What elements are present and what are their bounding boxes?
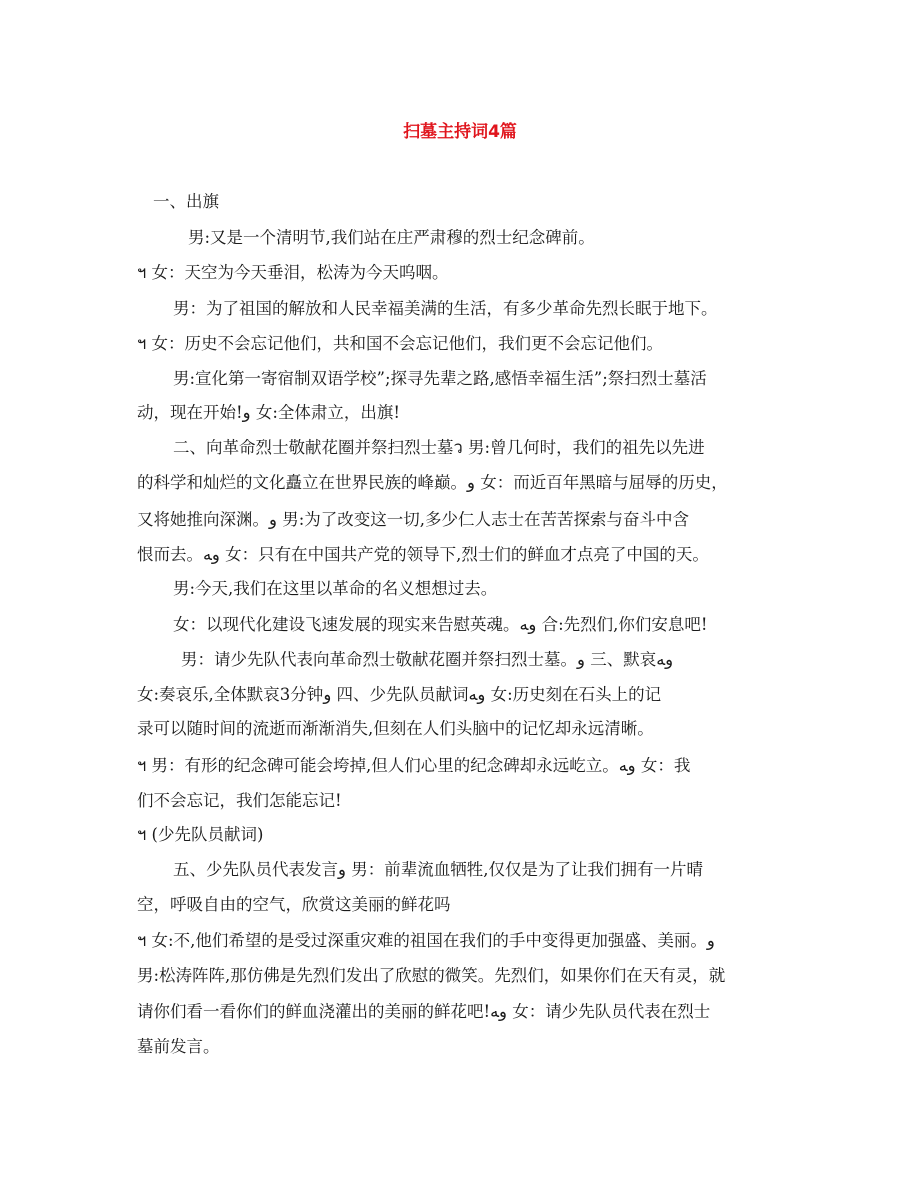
- paragraph-line: 又将她推向深渊。و 男:为了改变这一切,多少仁人志士在苦苦探索与奋斗中含: [137, 510, 690, 529]
- paragraph-line: 一、出旗: [153, 192, 219, 211]
- paragraph-line: ฯ 女：历史不会忘记他们，共和国不会忘记他们，我们更不会忘记他们。: [137, 334, 664, 353]
- paragraph-line: 女:奏哀乐,全体默哀3分钟و 四、少先队员献词وﻪ 女:历史刻在石头上的记: [137, 685, 662, 704]
- paragraph-line: 动，现在开始!و 女:全体肃立，出旗!: [137, 403, 401, 422]
- paragraph-line: 墓前发言。: [137, 1037, 220, 1056]
- paragraph-line: 录可以随时间的流逝而渐渐消失,但刻在人们头脑中的记忆却永远清晰。: [137, 719, 654, 738]
- paragraph-line: 男：为了祖国的解放和人民幸福美满的生活，有多少革命先烈长眠于地下。: [173, 299, 718, 318]
- paragraph-line: ฯ 男：有形的纪念碑可能会垮掉,但人们心里的纪念碑却永远屹立。وﻪ 女：我: [137, 756, 691, 775]
- paragraph-line: 恨而去。وﻪ 女：只有在中国共产党的领导下,烈士们的鲜血才点亮了中国的天。: [137, 545, 709, 564]
- paragraph-line: 们不会忘记，我们怎能忘记!: [137, 791, 342, 810]
- paragraph-line: 女：以现代化建设飞速发展的现实来告慰英魂。وﻪ 合:先烈们,你们安息吧!: [173, 615, 708, 634]
- paragraph-line: 的科学和灿烂的文化矗立在世界民族的峰巅。و 女：而近百年黑暗与屈辱的历史，: [137, 473, 728, 492]
- paragraph-line: 五、少先队员代表发言و 男：前辈流血牺牲,仅仅是为了让我们拥有一片晴: [173, 860, 703, 879]
- paragraph-line: ฯ 女：天空为今天垂泪，松涛为今天呜咽。: [137, 263, 449, 282]
- paragraph-line: 男：请少先队代表向革命烈士敬献花圈并祭扫烈士墓。و 三、默哀وﻪ: [181, 650, 674, 669]
- paragraph-line: 男:松涛阵阵,那仿佛是先烈们发出了欣慰的微笑。先烈们，如果你们在天有灵，就: [137, 966, 726, 985]
- paragraph-line: 请你们看一看你们的鲜血浇灌出的美丽的鲜花吧!وﻪ 女：请少先队员代表在烈士: [137, 1002, 711, 1021]
- paragraph-line: 二、向革命烈士敬献花圈并祭扫烈士墓ว 男:曾几何时，我们的祖先以先进: [173, 438, 705, 457]
- document-title: 扫墓主持词4篇: [403, 122, 517, 142]
- paragraph-line: 男:今天,我们在这里以革命的名义想想过去。: [173, 579, 498, 598]
- paragraph-line: 空，呼吸自由的空气，欣赏这美丽的鲜花吗: [137, 895, 451, 914]
- paragraph-line: 男:又是一个清明节,我们站在庄严肃穆的烈士纪念碑前。: [188, 228, 595, 247]
- paragraph-line: 男:宣化第一寄宿制双语学校”;探寻先辈之路,感悟幸福生活”;祭扫烈士墓活: [173, 369, 707, 388]
- paragraph-line: ฯ (少先队员献词): [137, 825, 264, 844]
- paragraph-line: ฯ 女:不,他们希望的是受过深重灾难的祖国在我们的手中变得更加强盛、美丽。و: [137, 931, 715, 950]
